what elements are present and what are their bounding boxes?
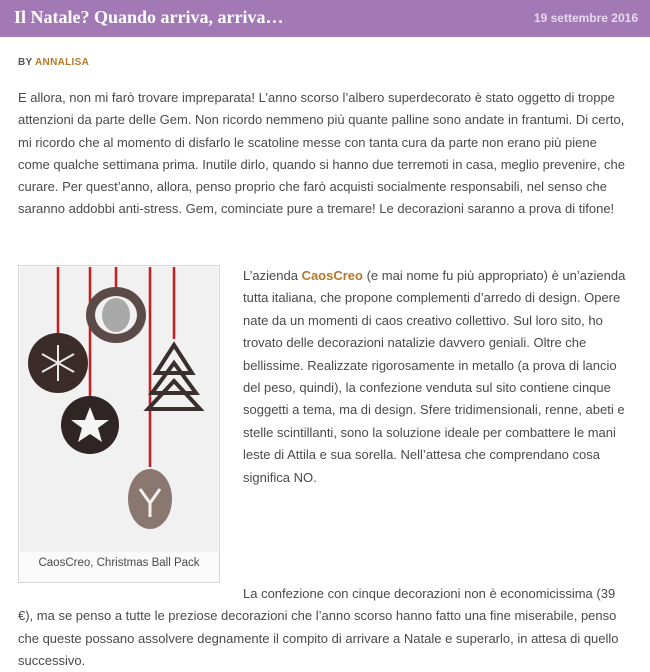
paragraph-intro: E allora, non mi farò trovare impreparata! L’anno scorso l’albero superdecorato è stato oggetto di troppe attenzioni da parte delle Gem. Non ricordo nemmeno più quante palline sono andate in frantumi. Di certo, mi ricordo che al momento di disfarlo le scatoline messe con tanta cura da parte non erano più piene come qualche settimana prima. Inutile dirlo, quando si hanno due terremoti in casa, meglio prevenire, che curare. Per quest’anno, allora, penso proprio che farò acquisti socialmente responsabili, nel senso che saranno addobbi anti-stress. Gem, cominciate pure a tremare! Le decorazioni saranno a prova di tifone! [18, 90, 626, 217]
paragraph-text-rest: (e mai nome fu più appropriato) è un’azienda tutta italiana, che propone complementi d’arredo di design. Opere nate da un momenti di caos creativo collettivo. Sul loro sito, ho trovato delle decorazioni natalizie davvero geniali. Oltre che bellissime. Realizzate rigorosamente in metallo (a prova di lancio del peso, quindi), la confezione venduta sul sito contiene cinque soggetti a tema, ma di design. Sfere tridimensionali, renne, abeti e stelle scintillanti, sono la soluzione ideale per combattere le mani leste di Attila e sua sorella. Nell’attesa che comprendano cosa significa NO. [243, 268, 626, 485]
post-date: 19 settembre 2016 [533, 11, 638, 25]
figure-caption: CaosCreo, Christmas Ball Pack [38, 557, 200, 569]
figure [18, 265, 220, 583]
caoscreo-link[interactable]: CaosCreo [301, 268, 363, 283]
paragraph-price: La confezione con cinque decorazioni non è economicissima (39 €), ma se penso a tutte le preziose decorazioni che l’anno scorso hanno fatto una fine miserabile, penso che queste possano assolvere degnamente il compito di arrivare a Natale e superarlo, in attesa di quello successivo. [18, 586, 619, 668]
byline [18, 57, 89, 68]
paragraph-text-start: L’azienda [243, 268, 302, 283]
post-header [0, 0, 650, 37]
ornaments-photo[interactable] [20, 267, 218, 552]
post-title[interactable]: Il Natale? Quando arriva, arriva… [14, 7, 284, 27]
paragraph-caoscreo [243, 265, 631, 489]
byline-prefix: BY [18, 57, 33, 68]
author-link[interactable]: ANNALISA [35, 57, 90, 68]
